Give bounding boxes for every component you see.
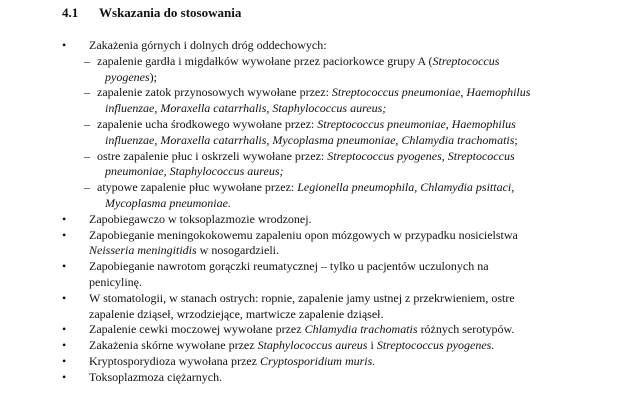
dash-icon: – xyxy=(84,85,90,100)
text-run: penicylinę. xyxy=(89,274,142,289)
bullet-icon: • xyxy=(62,322,67,337)
list-item-text xyxy=(89,370,222,386)
sub-list-item-line xyxy=(0,54,640,70)
indications-list xyxy=(0,38,640,386)
italic-text-run: Neisseria meningitidis xyxy=(89,243,197,258)
sub-list-item-text xyxy=(105,70,157,86)
italic-text-run: Streptococcus pneumoniae, Haemophilus xyxy=(317,116,516,131)
list-item-text xyxy=(89,228,518,244)
bullet-icon: • xyxy=(62,211,67,226)
list-item xyxy=(0,322,640,338)
sub-list-item-line xyxy=(0,149,640,165)
italic-text-run: Staphylococcus aureus xyxy=(257,338,368,353)
bullet-icon: • xyxy=(62,338,67,353)
sub-list-item-text xyxy=(84,54,499,70)
italic-text-run: pyogenes xyxy=(105,69,150,84)
sub-list-item-text xyxy=(84,180,514,196)
text-run: i xyxy=(367,338,377,353)
list-item-text xyxy=(89,338,494,354)
sub-list-item-text xyxy=(84,117,516,133)
italic-text-run: Chlamydia trachomatis xyxy=(304,322,418,337)
text-run: Toksoplazmoza ciężarnych. xyxy=(89,369,223,384)
sub-list-item-text xyxy=(105,196,231,212)
text-run: zapalenie gardła i migdałków wywołane przez paciorkowce grupy A ( xyxy=(97,53,433,68)
sub-list-item-line xyxy=(0,101,640,117)
list-item xyxy=(0,243,640,259)
italic-text-run: influenzae, Moraxella catarrhalis, Mycoplasma pneumoniae, Chlamydia trachomatis xyxy=(105,132,515,147)
list-item-text: Zakażenia górnych i dolnych dróg oddechowych: xyxy=(89,38,327,52)
bullet-icon: • xyxy=(62,369,67,384)
list-item xyxy=(0,38,640,54)
list-item xyxy=(0,228,640,244)
list-item-text xyxy=(89,354,375,370)
text-run: zapalenie dziąseł, wrzodziejące, martwicze zapalenie dziąseł. xyxy=(89,306,384,321)
dash-icon: – xyxy=(84,53,90,68)
bullet-icon: • xyxy=(62,290,67,305)
text-run: ; xyxy=(514,132,518,147)
list-item-text xyxy=(89,291,515,307)
list-item-text xyxy=(89,307,384,323)
bullet-icon: • xyxy=(62,353,67,368)
text-run: Zapobieganie meningokokowemu zapaleniu opon mózgowych w przypadku nosicielstwa xyxy=(89,227,518,242)
dash-icon: – xyxy=(84,116,90,131)
list-item xyxy=(0,259,640,275)
list-item xyxy=(0,291,640,307)
list-item-text xyxy=(89,212,312,228)
text-run: różnych serotypów. xyxy=(417,322,515,337)
text-run: Zapobieganie nawrotom gorączki reumatycznej – tylko u pacjentów uczulonych na xyxy=(89,259,489,274)
list-item-text xyxy=(89,259,489,275)
sub-list-item-line xyxy=(0,85,640,101)
list-item xyxy=(0,338,640,354)
text-run: ostre zapalenie płuc i oskrzeli wywołane przez: xyxy=(97,148,328,163)
italic-text-run: Streptococcus pyogenes, Streptococcus xyxy=(327,148,515,163)
italic-text-run: Legionella pneumophila, Chlamydia psittaci, xyxy=(297,180,515,195)
text-run: Zakażenia skórne wywołane przez xyxy=(89,338,258,353)
section-number: 4.1 xyxy=(62,5,79,20)
list-item xyxy=(0,370,640,386)
italic-text-run: Streptococcus pyogenes. xyxy=(376,338,495,353)
dash-icon: – xyxy=(84,180,90,195)
sub-list-item-line xyxy=(0,180,640,196)
sub-list-item-line xyxy=(0,133,640,149)
sub-list-item-text xyxy=(84,85,530,101)
text-run: Zapalenie cewki moczowej wywołane przez xyxy=(89,322,305,337)
italic-text-run: pneumoniae, Staphylococcus aureus; xyxy=(105,164,284,179)
sub-list-item-text xyxy=(105,101,386,117)
section-heading xyxy=(62,5,241,21)
italic-text-run: Streptococcus pneumoniae, Haemophilus xyxy=(331,85,531,100)
sub-list-item-line xyxy=(0,164,640,180)
text-run: zapalenie zatok przynosowych wywołane przez: xyxy=(97,85,332,100)
list-item xyxy=(0,307,640,323)
text-run: zapalenie ucha środkowego wywołane przez: xyxy=(97,116,318,131)
text-run: ); xyxy=(149,69,157,84)
list-item-text xyxy=(89,322,514,338)
italic-text-run: Streptococcus xyxy=(432,53,500,68)
sub-list-item-text xyxy=(105,164,284,180)
list-item xyxy=(0,275,640,291)
list-item-text xyxy=(89,243,279,259)
text-run: Kryptosporydioza wywołana przez xyxy=(89,353,260,368)
text-run: Zapobiegawczo w toksoplazmozie wrodzonej. xyxy=(89,211,312,226)
italic-text-run: Cryptosporidium muris. xyxy=(259,353,376,368)
bullet-icon: • xyxy=(62,227,67,242)
list-item-text xyxy=(89,275,142,291)
sub-list-item-line xyxy=(0,117,640,133)
italic-text-run: Mycoplasma pneumoniae. xyxy=(105,195,231,210)
bullet-icon: • xyxy=(62,38,67,52)
sub-list-item-line xyxy=(0,196,640,212)
italic-text-run: influenzae, Moraxella catarrhalis, Staphylococcus aureus; xyxy=(105,101,387,116)
list-item xyxy=(0,212,640,228)
text-run: W stomatologii, w stanach ostrych: ropnie, zapalenie jamy ustnej z przekrwieniem, ostre xyxy=(89,290,515,305)
sub-list-item-line xyxy=(0,70,640,86)
list-item xyxy=(0,354,640,370)
sub-list-item-text xyxy=(84,149,515,165)
sub-list-item-text xyxy=(105,133,518,149)
text-run: atypowe zapalenie płuc wywołane przez: xyxy=(97,180,298,195)
dash-icon: – xyxy=(84,148,90,163)
section-title: Wskazania do stosowania xyxy=(99,5,242,20)
text-run: w nosogardzieli. xyxy=(196,243,279,258)
bullet-icon: • xyxy=(62,259,67,274)
